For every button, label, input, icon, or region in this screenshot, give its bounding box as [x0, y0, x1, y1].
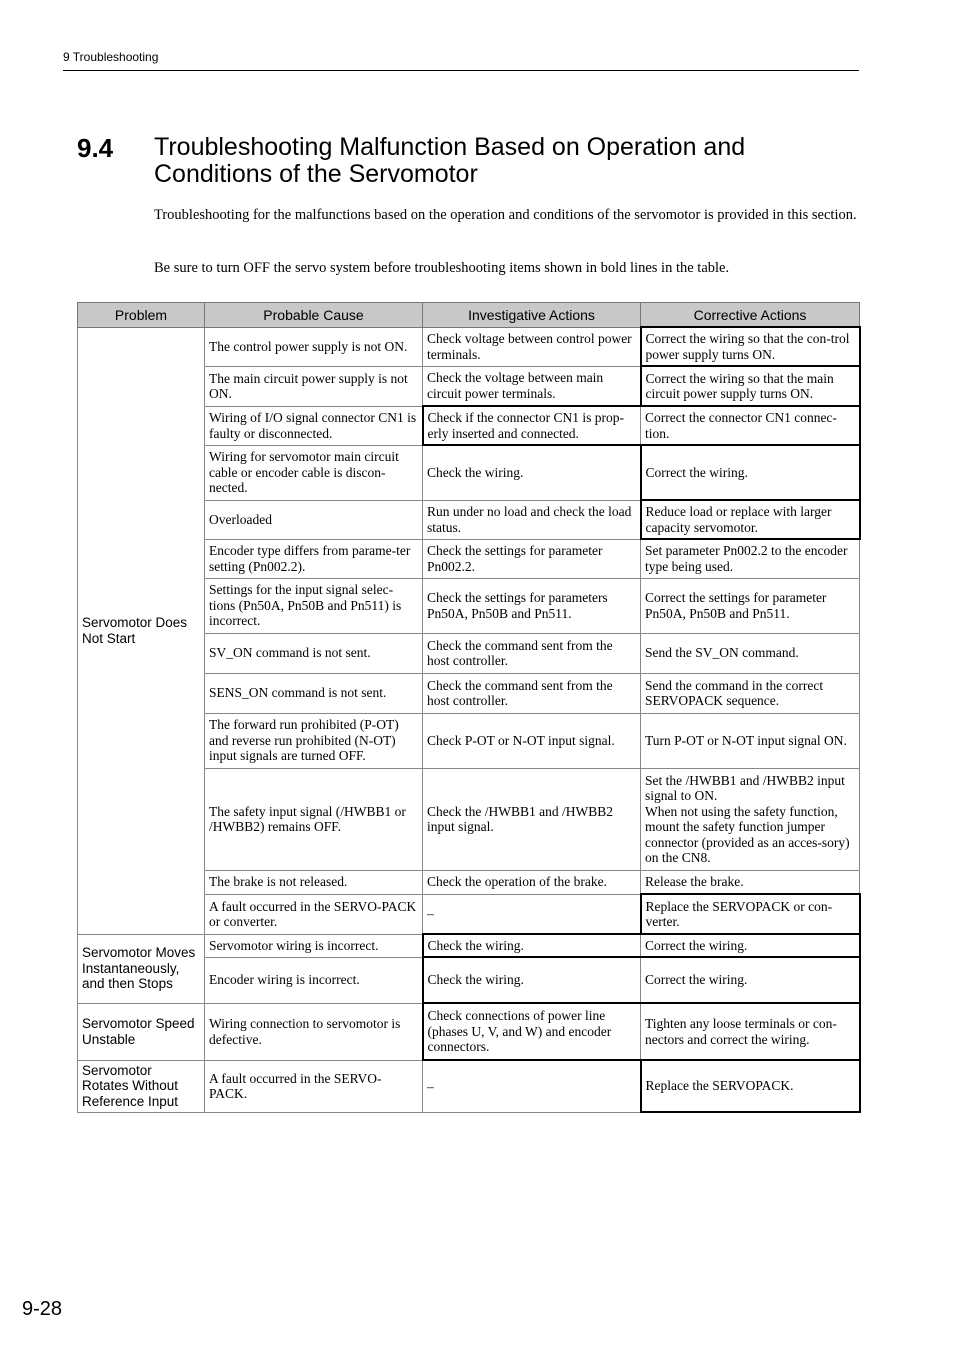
col-header-cause: Probable Cause — [205, 303, 423, 328]
table-header-row — [78, 303, 860, 328]
cause-cell: A fault occurred in the SERVO-PACK or converter. — [205, 894, 423, 934]
investigative-cell: Check the settings for parameter Pn002.2. — [423, 539, 641, 578]
corrective-cell: Correct the wiring. — [641, 445, 860, 500]
table-row — [78, 327, 860, 366]
header-rule — [63, 70, 859, 71]
investigative-cell: Check the /HWBB1 and /HWBB2 input signal. — [423, 768, 641, 870]
problem-cell: Servomotor Rotates Without Reference Input — [78, 1060, 205, 1112]
corrective-cell: Correct the wiring so that the main circuit power supply turns ON. — [641, 366, 860, 406]
cause-cell: Settings for the input signal selec-tions (Pn50A, Pn50B and Pn511) is incorrect. — [205, 578, 423, 633]
table-row — [78, 934, 860, 957]
cause-cell: Encoder wiring is incorrect. — [205, 957, 423, 1003]
cause-cell: The safety input signal (/HWBB1 or /HWBB2) remains OFF. — [205, 768, 423, 870]
corrective-cell: Release the brake. — [641, 870, 860, 894]
cause-cell: Wiring connection to servomotor is defective. — [205, 1003, 423, 1060]
section-title: Troubleshooting Malfunction Based on Operation and Conditions of the Servomotor — [154, 133, 746, 188]
intro-paragraph: Be sure to turn OFF the servo system before troubleshooting items shown in bold lines in the table. — [154, 260, 730, 276]
cause-cell: SV_ON command is not sent. — [205, 633, 423, 673]
investigative-cell: – — [423, 894, 641, 934]
investigative-cell: Check if the connector CN1 is prop-erly inserted and connected. — [423, 406, 641, 445]
intro-paragraph: Troubleshooting for the malfunctions based on the operation and conditions of the servomotor is provided in this section. — [154, 207, 857, 223]
section-number: 9.4 — [77, 133, 114, 163]
cause-cell: Servomotor wiring is incorrect. — [205, 934, 423, 957]
corrective-cell: Correct the wiring so that the con-trol power supply turns ON. — [641, 327, 860, 366]
investigative-cell: Check the command sent from the host controller. — [423, 673, 641, 713]
corrective-cell: Set the /HWBB1 and /HWBB2 input signal to ON. When not using the safety function, mount the safety function jumper connector (provided as an acces-sory) on the CN8. — [641, 768, 860, 870]
investigative-cell: Check the settings for parameters Pn50A, Pn50B and Pn511. — [423, 578, 641, 633]
investigative-cell: Check connections of power line (phases U, V, and W) and encoder connectors. — [423, 1003, 641, 1060]
investigative-cell: Check the wiring. — [423, 445, 641, 500]
cause-cell: SENS_ON command is not sent. — [205, 673, 423, 713]
cause-cell: Overloaded — [205, 500, 423, 539]
investigative-cell: Check the command sent from the host controller. — [423, 633, 641, 673]
investigative-cell: Check the wiring. — [423, 934, 641, 957]
corrective-cell: Correct the connector CN1 connec-tion. — [641, 406, 860, 445]
corrective-cell: Correct the settings for parameter Pn50A, Pn50B and Pn511. — [641, 578, 860, 633]
cause-cell: The control power supply is not ON. — [205, 327, 423, 366]
cause-cell: The brake is not released. — [205, 870, 423, 894]
col-header-corrective: Corrective Actions — [641, 303, 860, 328]
table-row — [78, 1003, 860, 1060]
cause-cell: The main circuit power supply is not ON. — [205, 366, 423, 406]
cause-cell: A fault occurred in the SERVO-PACK. — [205, 1060, 423, 1112]
corrective-cell: Tighten any loose terminals or con-nectors and correct the wiring. — [641, 1003, 860, 1060]
investigative-cell: – — [423, 1060, 641, 1112]
corrective-cell: Reduce load or replace with larger capacity servomotor. — [641, 500, 860, 539]
col-header-problem: Problem — [78, 303, 205, 328]
corrective-cell: Replace the SERVOPACK or con-verter. — [641, 894, 860, 934]
corrective-cell: Correct the wiring. — [641, 957, 860, 1003]
running-header: 9 Troubleshooting — [63, 50, 159, 64]
col-header-investigative: Investigative Actions — [423, 303, 641, 328]
investigative-cell: Check the wiring. — [423, 957, 641, 1003]
cause-cell: Wiring for servomotor main circuit cable or encoder cable is discon-nected. — [205, 445, 423, 500]
cause-cell: Encoder type differs from parame-ter setting (Pn002.2). — [205, 539, 423, 578]
problem-cell: Servomotor Does Not Start — [78, 327, 205, 934]
table-row — [78, 1060, 860, 1112]
investigative-cell: Check the voltage between main circuit power terminals. — [423, 366, 641, 406]
investigative-cell: Run under no load and check the load status. — [423, 500, 641, 539]
corrective-cell: Send the SV_ON command. — [641, 633, 860, 673]
investigative-cell: Check P-OT or N-OT input signal. — [423, 713, 641, 768]
problem-cell: Servomotor Speed Unstable — [78, 1003, 205, 1060]
investigative-cell: Check the operation of the brake. — [423, 870, 641, 894]
corrective-cell: Correct the wiring. — [641, 934, 860, 957]
corrective-cell: Replace the SERVOPACK. — [641, 1060, 860, 1112]
investigative-cell: Check voltage between control power terminals. — [423, 327, 641, 366]
troubleshooting-table — [77, 302, 861, 1113]
page-number: 9-28 — [22, 1298, 63, 1320]
cause-cell: The forward run prohibited (P-OT) and reverse run prohibited (N-OT) input signals are turned OFF. — [205, 713, 423, 768]
corrective-cell: Turn P-OT or N-OT input signal ON. — [641, 713, 860, 768]
corrective-cell: Send the command in the correct SERVOPACK sequence. — [641, 673, 860, 713]
problem-cell: Servomotor Moves Instantaneously, and then Stops — [78, 934, 205, 1003]
cause-cell: Wiring of I/O signal connector CN1 is faulty or disconnected. — [205, 406, 423, 445]
corrective-cell: Set parameter Pn002.2 to the encoder type being used. — [641, 539, 860, 578]
